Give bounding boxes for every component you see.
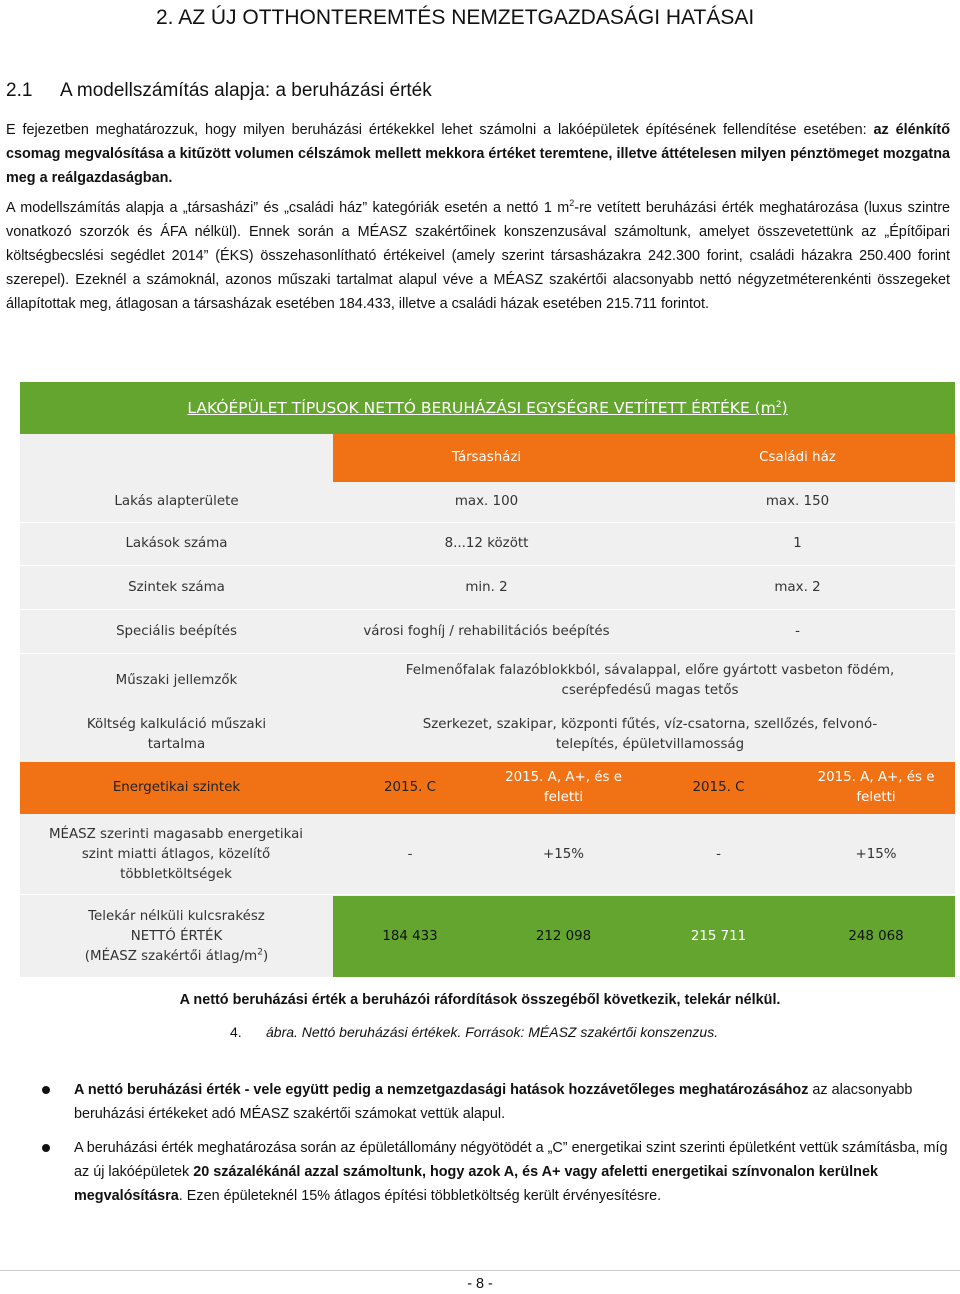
paragraph-text: E fejezetben meghatározzuk, hogy milyen beruházási értékekkel lehet számolni a lakóépületek építésének fellendítése esetében: bbox=[6, 122, 874, 138]
subsection-number: 2.1 bbox=[6, 80, 33, 101]
table-cell-spanning: Felmenőfalak falazóblokkból, sávalappal, előre gyártott vasbeton födém, cserépfedésű magas tetős bbox=[405, 663, 895, 698]
row-divider bbox=[20, 894, 955, 895]
table-cell: 2015. A, A+, és e feletti bbox=[505, 770, 622, 805]
row-label-muszaki-jellemzok: Műszaki jellemzők bbox=[115, 673, 238, 688]
row-divider bbox=[20, 609, 955, 610]
section-heading: 2. AZ ÚJ OTTHONTEREMTÉS NEMZETGAZDASÁGI HATÁSAI bbox=[156, 6, 755, 29]
bullet-bold-text: A nettó beruházási érték - vele együtt pedig a nemzetgazdasági hatások hozzávetőleges meghatározásához bbox=[74, 1082, 809, 1098]
bullet-text: . Ezen épületeknél 15% átlagos építési többletköltség került érvényesítésre. bbox=[178, 1188, 662, 1204]
label-line: (MÉASZ szakértői átlag/$m^2$) bbox=[84, 947, 269, 964]
row-divider bbox=[20, 522, 955, 523]
row-divider bbox=[20, 653, 955, 654]
row-label-specialis-beepites: Speciális beépítés bbox=[116, 624, 237, 639]
table-cell: min. 2 bbox=[465, 580, 508, 595]
subsection-heading bbox=[6, 80, 432, 102]
value-cell-tarsashaz-a: 212 098 bbox=[487, 896, 640, 977]
table-cell: max. 150 bbox=[765, 494, 830, 509]
table-cell: - bbox=[716, 847, 721, 862]
row-label-energetikai-szintek: Energetikai szintek bbox=[112, 780, 241, 795]
paragraph-basis bbox=[6, 196, 950, 316]
value-cell-csaladi-c: 215 711 bbox=[640, 896, 797, 977]
row-label-netto-ertek bbox=[20, 896, 333, 977]
bullet-bold-text: 20 százalékánál azzal számoltunk, hogy azok A, és A+ vagy afeletti energetikai színvonalon kerülnek megvalósításra bbox=[74, 1164, 878, 1204]
table-cell: - bbox=[407, 847, 413, 862]
bullet-icon bbox=[42, 1144, 50, 1152]
values-table bbox=[20, 382, 955, 977]
table-cell: - bbox=[795, 624, 800, 639]
figure-number: 4. bbox=[230, 1024, 242, 1040]
row-divider bbox=[20, 565, 955, 566]
row-label-lakas-alapterulete: Lakás alapterülete bbox=[114, 494, 239, 509]
paragraph-text: -re vetített beruházási érték meghatározása (luxus szintre vonatkozó szorzók és ÁFA nélkül). bbox=[6, 200, 950, 240]
table-cell: városi foghíj / rehabilitációs beépítés bbox=[363, 624, 610, 639]
column-header-csaladi-haz: Családi ház bbox=[640, 434, 955, 482]
value-cell-csaladi-a: 248 068 bbox=[797, 896, 955, 977]
table-cell: 2015. C bbox=[692, 780, 745, 795]
figure-summary: A nettó beruházási érték a beruházói ráfordítások összegéből következik, telekár nélkül. bbox=[179, 992, 781, 1008]
subsection-title: A modellszámítás alapja: a beruházási érték bbox=[60, 80, 432, 101]
page-number: - 8 - bbox=[467, 1276, 493, 1292]
label-line: NETTÓ ÉRTÉK bbox=[130, 928, 223, 944]
table-cell: 2015. C bbox=[384, 780, 436, 795]
figure-caption-text: ábra. Nettó beruházási értékek. Források: MÉASZ szakértői konszenzus. bbox=[266, 1024, 719, 1040]
table-cell: 2015. A, A+, és e feletti bbox=[817, 770, 935, 805]
paragraph-text: Ezeknél a számoknál, azonos műszaki tartalmat alapul véve a MÉASZ szakértői alacsonyabb nettó négyzetméterenkénti összegeket állapítottak meg, átlagosan a társasházak esetében 184.433, illetve a családi házak esetében 215.711 forintot. bbox=[6, 272, 950, 312]
paragraph-bold-text: az élénkítő csomag megvalósítása a kitűzött volumen célszámok mellett mekkora értéket teremtene, illetve áttételesen milyen pénztömeget mozgatna meg a reálgazdaságban. bbox=[6, 122, 951, 186]
row-label-lakasok-szama: Lakások száma bbox=[125, 536, 228, 551]
row-label-koltseg-kalkulacio: Költség kalkuláció műszaki tartalma bbox=[86, 717, 267, 752]
bullet-item bbox=[74, 1136, 950, 1208]
value-cell-tarsashaz-c: 184 433 bbox=[333, 896, 487, 977]
paragraph-intro bbox=[6, 118, 950, 190]
superscript: 2 bbox=[569, 198, 575, 209]
table-cell: 1 bbox=[793, 536, 802, 551]
table-cell: 8...12 között bbox=[444, 536, 529, 551]
table-cell-spanning: Szerkezet, szakipar, központi fűtés, víz-csatorna, szellőzés, felvonó-telepítés, épületvillamosság bbox=[422, 717, 878, 752]
bullet-icon bbox=[42, 1086, 50, 1094]
bullet-item bbox=[74, 1078, 950, 1126]
column-header-tarsashazi: Társasházi bbox=[333, 434, 640, 482]
bullet-text: A beruházási érték meghatározása során az épületállomány négyötödét a „C” energetikai szint szerinti épületként vettük számításba, míg az új lakóépületek bbox=[74, 1140, 948, 1180]
row-label-szintek-szama: Szintek száma bbox=[128, 580, 225, 595]
paragraph-text: A modellszámítás alapja a „társasházi” és „családi ház” kategóriák esetén a nettó 1 m bbox=[6, 200, 570, 216]
paragraph-text: Ennek során a MÉASZ szakértőinek konszenzusával számoltunk, amelyet összevetettünk az „Építőipari költségbecslési segédlet 2014” (ÉKS) összehasonlítható értékeivel (amely szerint társasházakra 242.300 forint, családi házakra 250.400 forint szerepel). bbox=[6, 224, 951, 288]
row-label-meas-tobbletkoltseg: MÉASZ szerinti magasabb energetikai szint miatti átlagos, közelítő többletköltségek bbox=[48, 827, 304, 882]
table-cell: max. 2 bbox=[774, 580, 821, 595]
table-cell: +15% bbox=[855, 847, 897, 862]
footer-divider bbox=[0, 1270, 960, 1271]
table-cell: +15% bbox=[543, 847, 584, 862]
label-line: Telekár nélküli kulcsrakész bbox=[88, 908, 265, 924]
table-cell: max. 100 bbox=[454, 494, 519, 509]
figure-caption bbox=[230, 1024, 718, 1040]
table-title: LAKÓÉPÜLET TÍPUSOK NETTÓ BERUHÁZÁSI EGYSÉGRE VETÍTETT ÉRTÉKE $(m^2)$ bbox=[20, 382, 955, 434]
bullet-text: az alacsonyabb beruházási értékeket adó MÉASZ szakértői számokat vettük alapul. bbox=[74, 1082, 913, 1122]
